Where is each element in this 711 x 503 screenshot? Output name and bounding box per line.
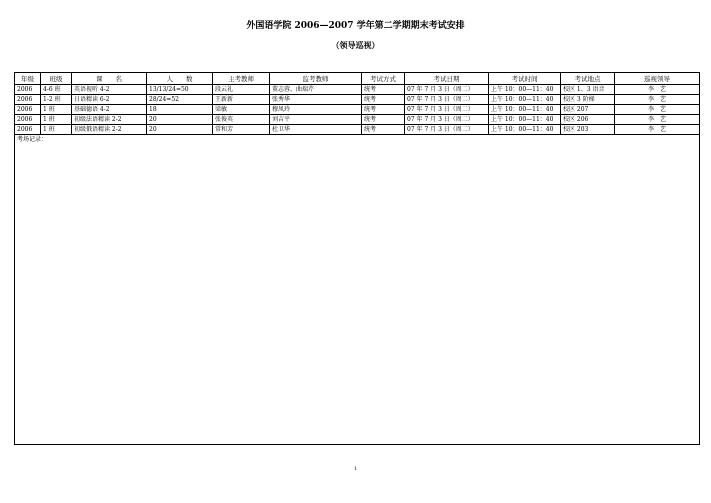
table-row bbox=[15, 95, 700, 105]
cell-exam-type: 统考 bbox=[362, 95, 405, 105]
cell-exam-date: 07 年 7 月 3 日（周二） bbox=[405, 125, 489, 135]
document-subtitle: （领导巡视） bbox=[331, 40, 380, 50]
cell-class: 4-6 班 bbox=[41, 85, 72, 95]
cell-course: 基础德语 4-2 bbox=[72, 105, 147, 115]
cell-grade: 2006 bbox=[15, 105, 41, 115]
exam-schedule-table bbox=[14, 72, 700, 445]
cell-chief-examiner: 王新新 bbox=[213, 95, 270, 105]
cell-class: 1 班 bbox=[41, 115, 72, 125]
cell-inspector: 李 艺 bbox=[615, 115, 700, 125]
table-row bbox=[15, 125, 700, 135]
cell-exam-date: 07 年 7 月 3 日（周二） bbox=[405, 105, 489, 115]
cell-count: 13/13/24=50 bbox=[147, 85, 213, 95]
cell-exam-time: 上午 10：00—11：40 bbox=[489, 105, 561, 115]
cell-invigilators: 董志蓉、曲瑞芹 bbox=[270, 85, 362, 95]
cell-chief-examiner: 张俊英 bbox=[213, 115, 270, 125]
cell-exam-time: 上午 10：00—11：40 bbox=[489, 115, 561, 125]
cell-count: 20 bbox=[147, 125, 213, 135]
exam-notes-cell bbox=[15, 135, 700, 445]
cell-location: 校区 207 bbox=[561, 105, 615, 115]
cell-exam-time: 上午 10：00—11：40 bbox=[489, 125, 561, 135]
cell-grade: 2006 bbox=[15, 85, 41, 95]
cell-exam-time: 上午 10：00—11：40 bbox=[489, 95, 561, 105]
cell-chief-examiner: 常和芳 bbox=[213, 125, 270, 135]
document-title: 外国语学院 2006—2007 学年第二学期期末考试安排 bbox=[246, 21, 465, 31]
cell-location: 校区 1、3 语音 bbox=[561, 85, 615, 95]
col-header-class: 班级 bbox=[41, 73, 72, 85]
cell-grade: 2006 bbox=[15, 115, 41, 125]
cell-exam-type: 统考 bbox=[362, 105, 405, 115]
cell-course: 初级俄语精读 2-2 bbox=[72, 125, 147, 135]
cell-location: 校区 3 阶梯 bbox=[561, 95, 615, 105]
col-header-inspector: 巡视领导 bbox=[615, 73, 700, 85]
cell-inspector: 李 艺 bbox=[615, 85, 700, 95]
cell-chief-examiner: 梁敏 bbox=[213, 105, 270, 115]
col-header-course: 课 名 bbox=[72, 73, 147, 85]
cell-invigilators: 刘吉平 bbox=[270, 115, 362, 125]
table-row bbox=[15, 85, 700, 95]
col-header-exam-time: 考试时间 bbox=[489, 73, 561, 85]
col-header-invigilators: 监考教师 bbox=[270, 73, 362, 85]
cell-exam-type: 统考 bbox=[362, 85, 405, 95]
table-row bbox=[15, 105, 700, 115]
cell-count: 18 bbox=[147, 105, 213, 115]
cell-exam-date: 07 年 7 月 3 日（周二） bbox=[405, 115, 489, 125]
cell-class: 1-2 班 bbox=[41, 95, 72, 105]
cell-invigilators: 杜卫华 bbox=[270, 125, 362, 135]
cell-exam-date: 07 年 7 月 3 日（周二） bbox=[405, 85, 489, 95]
cell-course: 英语视听 4-2 bbox=[72, 85, 147, 95]
cell-inspector: 李 艺 bbox=[615, 125, 700, 135]
col-header-grade: 年级 bbox=[15, 73, 41, 85]
cell-course: 日语精读 6-2 bbox=[72, 95, 147, 105]
table-header-row bbox=[15, 73, 700, 85]
cell-grade: 2006 bbox=[15, 125, 41, 135]
col-header-count: 人 数 bbox=[147, 73, 213, 85]
cell-class: 1 班 bbox=[41, 125, 72, 135]
exam-notes-label: 考场记录： bbox=[17, 136, 48, 143]
cell-inspector: 李 艺 bbox=[615, 105, 700, 115]
cell-location: 校区 206 bbox=[561, 115, 615, 125]
col-header-chief-examiner: 主考教师 bbox=[213, 73, 270, 85]
cell-exam-date: 07 年 7 月 3 日（周二） bbox=[405, 95, 489, 105]
cell-invigilators: 穆凤玲 bbox=[270, 105, 362, 115]
cell-chief-examiner: 段云礼 bbox=[213, 85, 270, 95]
cell-inspector: 李 艺 bbox=[615, 95, 700, 105]
cell-exam-type: 统考 bbox=[362, 115, 405, 125]
cell-exam-time: 上午 10：00—11：40 bbox=[489, 85, 561, 95]
col-header-exam-type: 考试方式 bbox=[362, 73, 405, 85]
page-number: 1 bbox=[353, 466, 358, 472]
col-header-location: 考试地点 bbox=[561, 73, 615, 85]
notes-row bbox=[15, 135, 700, 445]
cell-course: 初级法语精读 2-2 bbox=[72, 115, 147, 125]
cell-class: 1 班 bbox=[41, 105, 72, 115]
col-header-exam-date: 考试日期 bbox=[405, 73, 489, 85]
cell-exam-type: 统考 bbox=[362, 125, 405, 135]
cell-count: 20 bbox=[147, 115, 213, 125]
cell-location: 校区 203 bbox=[561, 125, 615, 135]
cell-grade: 2006 bbox=[15, 95, 41, 105]
cell-invigilators: 张秀华 bbox=[270, 95, 362, 105]
cell-count: 28/24=52 bbox=[147, 95, 213, 105]
table-row bbox=[15, 115, 700, 125]
